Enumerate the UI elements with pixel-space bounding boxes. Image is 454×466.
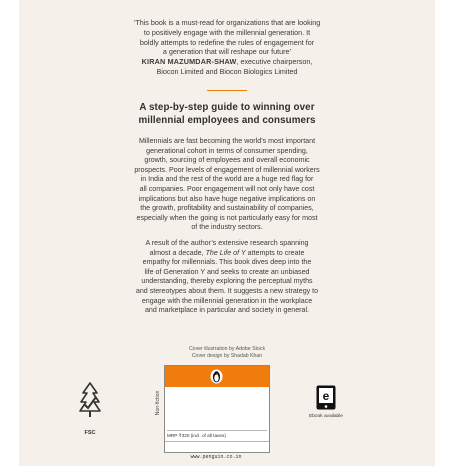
price-label: MRP ₹320 (incl. of all taxes) xyxy=(167,430,267,439)
fsc-tree-checkmark-icon xyxy=(75,380,105,426)
endorsement-quote xyxy=(19,18,435,57)
paragraph-line: especially when the going is not particularly easy for most xyxy=(136,213,318,222)
paragraph-text: almost a decade, xyxy=(149,248,206,257)
barcode-area xyxy=(165,387,269,427)
svg-text:e: e xyxy=(322,389,330,403)
cover-credits xyxy=(19,346,435,360)
quote-line: ‘This book is a must-read for organizations that are looking xyxy=(133,18,321,27)
fsc-label: FSC xyxy=(84,430,96,436)
paragraph-line: A result of the author’s extensive research spanning xyxy=(145,239,309,247)
paragraph-line: Millennials are fast becoming the world’s most important xyxy=(138,137,316,145)
penguin-band xyxy=(165,366,269,387)
paragraph-line: engage with the millennial generation in the workplace xyxy=(141,296,313,305)
orange-divider xyxy=(207,90,247,91)
illustration-credit: Cover illustration by Adobe Stock xyxy=(188,346,266,352)
headline-line: A step-by-step guide to winning over xyxy=(139,102,315,113)
paragraph-line: in India and the rest of the world are a huge red flag for xyxy=(140,175,314,184)
quote-author-role: , executive chairperson, xyxy=(236,57,313,66)
quote-affiliation: Biocon Limited and Biocon Biologics Limited xyxy=(156,66,298,76)
headline xyxy=(19,102,435,127)
category-label xyxy=(152,382,162,430)
blurb-paragraph-2 xyxy=(19,239,435,316)
ebook-label: Ebook available xyxy=(309,414,343,419)
quote-line: to positively engage with the millennial generation. It xyxy=(143,27,311,37)
paragraph-line: generational cohort in terms of consumer spending, xyxy=(146,146,308,155)
category-text: Non-fiction xyxy=(155,390,161,416)
paragraph-line: of the industry sectors. xyxy=(191,223,263,232)
paragraph-line: the growth, profitability and sustainability of companies, xyxy=(140,204,314,213)
book-title: The Life of Y xyxy=(205,248,246,257)
quote-line: a generation that will reshape our future’ xyxy=(162,47,292,57)
paragraph-line: and marketplace in particular and society in general. xyxy=(144,306,310,315)
divider xyxy=(165,441,269,442)
barcode-price-box xyxy=(164,365,270,453)
paragraph-line: empathy for millennials. This book dives deep into the xyxy=(142,258,312,267)
blurb-paragraph-1 xyxy=(19,137,435,233)
paragraph-line: life of Generation Y and seeks to create an unbiased xyxy=(144,267,310,276)
quote-line: boldly attempts to redefine the rules of engagement for xyxy=(139,37,315,47)
quote-attribution xyxy=(19,57,435,77)
publisher-website: www.penguin.co.in xyxy=(190,454,242,460)
paragraph-text: attempts to create xyxy=(245,248,305,257)
paragraph-line: prospects. Poor levels of engagement of millennial workers xyxy=(134,165,320,174)
penguin-logo-icon xyxy=(210,369,223,384)
headline-line: millennial employees and consumers xyxy=(138,114,316,126)
ebook-icon xyxy=(316,385,336,410)
quote-author: KIRAN MAZUMDAR-SHAW xyxy=(141,57,237,66)
paragraph-line: implications but also have huge negative implications on xyxy=(138,194,316,203)
design-credit: Cover design by Shadab Khan xyxy=(191,352,263,359)
paragraph-line: understanding, thereby exploring the perceptual myths xyxy=(141,277,313,286)
paragraph-line: growth, sourcing of employees and overall economic xyxy=(144,156,310,165)
paragraph-line: and stereotypes about them. It suggests a new strategy to xyxy=(135,286,319,295)
paragraph-line: all companies. Poor engagement will not only have cost xyxy=(139,184,315,193)
